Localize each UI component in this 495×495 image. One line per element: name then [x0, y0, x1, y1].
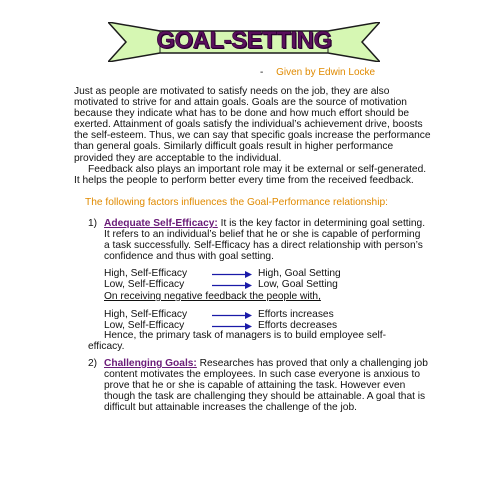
relation-left: High, Self-Efficacy [104, 268, 188, 279]
heading-self-efficacy[interactable]: Adequate Self-Efficacy: [104, 218, 218, 229]
item-body-text: It is the key factor in determining goal setting. It refers to an individual’s belief that he or she is capable of performing a task successfully. Self-Efficacy has a direct relationship with person’s confidence and thus with goal setting. [104, 218, 426, 263]
list-item-self-efficacy [88, 218, 428, 262]
list-item-challenging-goals [88, 358, 428, 413]
attribution-text: Given by Edwin Locke [276, 67, 376, 78]
page-title: GOAL-SETTING [156, 27, 332, 54]
feedback-note: On receiving negative feedback the people with, [104, 291, 321, 302]
list-number: 2) [88, 358, 98, 369]
arrow-right-icon [212, 281, 252, 290]
relation-right: High, Goal Setting [258, 268, 341, 279]
arrow-right-icon [212, 270, 252, 279]
hence-line: Hence, the primary task of managers is to build employee self- [104, 330, 386, 341]
title-banner [108, 22, 380, 62]
relation-right: Low, Goal Setting [258, 279, 338, 290]
feedback-paragraph: Feedback also plays an important role may it be external or self-generated. It helps the people to perform better every time from the received feedback. [74, 164, 427, 187]
item-body-text: Researches has proved that only a challenging job content motivates the employees. In such case everyone is anxious to prove that he or she is capable of attaining the task. However even though the task are challenging they should be attainable. A goal that is difficult but attainable increases the challenge of the job. [104, 358, 428, 414]
factors-intro: The following factors influences the Goal-Performance relationship: [85, 197, 388, 208]
attribution-dash: - [260, 67, 264, 78]
intro-paragraph: Just as people are motivated to satisfy needs on the job, they are also motivated to strive for and attain goals. Goals are the source of motivation because they indicate what has to be done and how much effort should be exerted. Attainment of goals satisfy the individual’s achievement drive, boosts the self-esteem. Thus, we can say that specific goals increase the performance than general goals. Similarly difficult goals result in higher performance provided they are acceptable to the individual. [74, 86, 431, 164]
hence-line-continued: efficacy. [88, 341, 125, 352]
relation-left: Low, Self-Efficacy [104, 320, 185, 331]
list-number: 1) [88, 218, 98, 229]
heading-challenging-goals[interactable]: Challenging Goals: [104, 358, 197, 369]
arrow-right-icon [212, 311, 252, 320]
relation-right: Efforts decreases [258, 320, 338, 331]
relation-right: Efforts increases [258, 309, 334, 320]
attribution [260, 67, 375, 78]
relation-left: Low, Self-Efficacy [104, 279, 185, 290]
relation-left: High, Self-Efficacy [104, 309, 188, 320]
